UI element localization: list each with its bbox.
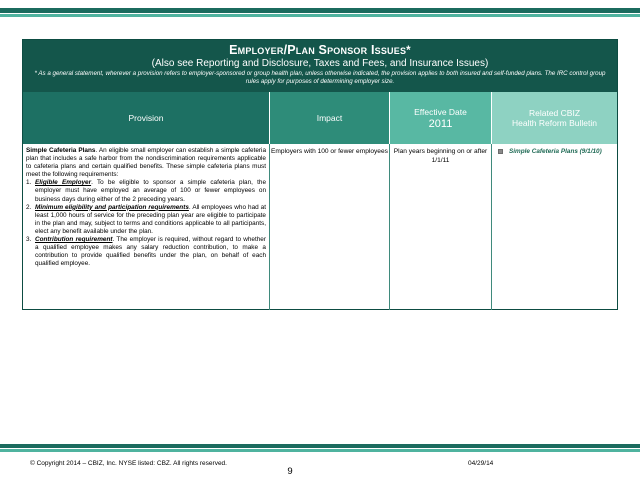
header-effective-year: 2011 — [428, 117, 453, 130]
title-asterisk: * — [406, 45, 411, 57]
table-note: * As a general statement, wherever a provision refers to employer-sponsored or group health plan, unless otherwise indicated, the provision applies to both insured and self-funded plans. The IRC control group rules apply for purposes of determining employer size. — [34, 70, 606, 85]
list-item-body: . The employer is required, without regard to whether a qualified employee makes any salary reduction contribution, to make a contribution to provide qualified benefits under the plan, on behalf of each qualified employee. — [35, 236, 266, 268]
provision-intro-text: . An eligible small employer can establish a simple cafeteria plan that includes a safe harbor from the nondiscrimination requirements applicable to cafeteria plans and certain qualified benefits. These simple cafeteria plans must meet the following requirements: — [26, 147, 266, 179]
header-related-line1: Related CBIZ — [528, 108, 581, 118]
bottom-rule-light — [0, 449, 640, 452]
list-item-number: 3. — [26, 236, 32, 244]
footer-date: 04/29/14 — [468, 460, 494, 467]
list-item-text — [35, 236, 266, 268]
list-item-text — [35, 204, 266, 236]
issues-table — [22, 39, 618, 310]
effective-date-cell — [390, 144, 492, 310]
list-item-body: . All employees who had at least 1,000 hours of service for the preceding plan year are eligible to participate in the plan and may, subject to terms and conditions applicable to all participants, elect any benefit available under the plan. — [35, 203, 266, 235]
effective-date-text: Plan years beginning on or after 1/1/11 — [393, 148, 488, 164]
provision-intro — [26, 147, 266, 179]
provision-cell — [23, 144, 270, 310]
table-subtitle: (Also see Reporting and Disclosure, Taxes and Fees, and Insurance Issues) — [151, 58, 489, 69]
header-related-line2: Health Reform Bulletin — [511, 118, 598, 128]
top-rule-light — [0, 14, 640, 17]
table-title-box — [23, 40, 617, 92]
table-row — [23, 144, 617, 310]
provision-intro-label: Simple Cafeteria Plans — [26, 147, 96, 154]
list-item — [26, 204, 266, 236]
list-item-label: Contribution requirement — [35, 236, 113, 244]
header-effective-date-label: Effective Date — [414, 106, 467, 117]
list-item-number: 1. — [26, 179, 32, 187]
bulletin-link[interactable]: Simple Cafeteria Plans (9/1/10) — [509, 148, 602, 155]
requirement-list — [26, 179, 266, 268]
list-item-label: Minimum eligibility and participation requirements — [35, 203, 189, 211]
table-title — [23, 40, 617, 57]
table-title-text: Employer/Plan Sponsor Issues — [229, 43, 407, 57]
header-impact — [270, 92, 390, 144]
list-item-number: 2. — [26, 203, 32, 211]
square-bullet-icon — [498, 149, 503, 154]
bottom-rule-dark — [0, 444, 640, 448]
top-rule-dark — [0, 8, 640, 13]
impact-cell — [270, 144, 390, 310]
header-provision — [23, 92, 270, 144]
list-item-text — [35, 179, 266, 203]
list-item — [26, 179, 266, 203]
list-item-body: . To be eligible to sponsor a simple cafeteria plan, the employer must have employed an average of 100 or fewer employees on business days during either of the 2 preceding years. — [35, 179, 267, 203]
header-provision-label: Provision — [128, 113, 164, 123]
impact-text: Employers with 100 or fewer employees — [271, 148, 388, 155]
footer-copyright: © Copyright 2014 – CBIZ, Inc. NYSE listed: CBZ. All rights reserved. — [30, 460, 227, 467]
header-impact-label: Impact — [316, 113, 343, 123]
page-number: 9 — [287, 466, 293, 477]
column-header-row — [23, 92, 617, 144]
header-effective-date — [390, 92, 492, 144]
header-related-bulletin — [492, 92, 617, 144]
list-item-label: Eligible Employer — [35, 179, 92, 187]
related-bulletin-cell — [492, 144, 617, 310]
list-item — [26, 236, 266, 268]
